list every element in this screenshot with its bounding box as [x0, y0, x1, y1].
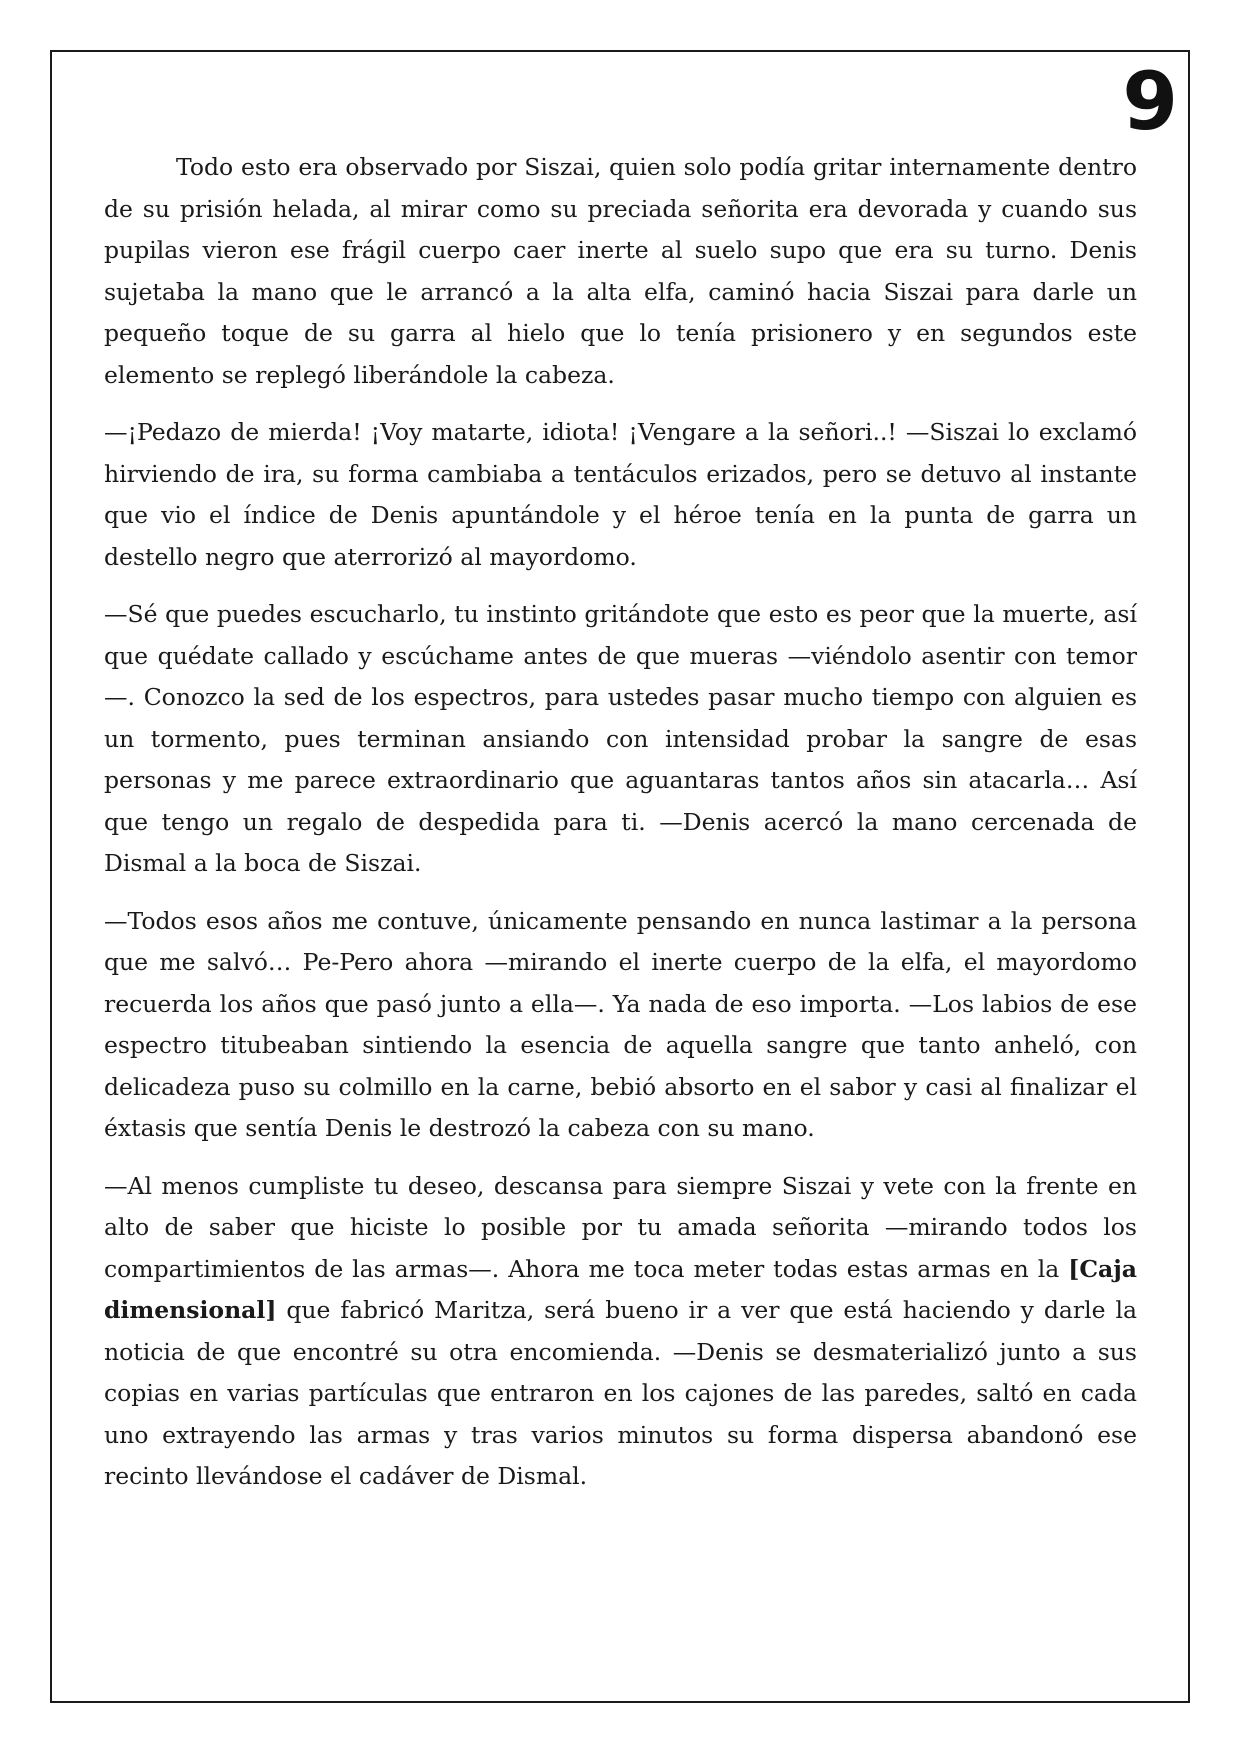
paragraph-5-part-1: —Al menos cumpliste tu deseo, descansa para siempre Siszai y vete con la frente en alto de saber que hiciste lo posible por tu amada señorita —mirando todos los compartimientos de las armas—. Ahora me toca meter todas estas armas en la [104, 1171, 1137, 1283]
paragraph-1: Todo esto era observado por Siszai, quien solo podía gritar internamente dentro de su prisión helada, al mirar como su preciada señorita era devorada y cuando sus pupilas vieron ese frágil cuerpo caer inerte al suelo supo que era su turno. Denis sujetaba la mano que le arrancó a la alta elfa, caminó hacia Siszai para darle un pequeño toque de su garra al hielo que lo tenía prisionero y en segundos este elemento se replegó liberándole la cabeza. [104, 153, 1137, 389]
paragraph-3: —Sé que puedes escucharlo, tu instinto gritándote que esto es peor que la muerte, así que quédate callado y escúchame antes de que mueras —viéndolo asentir con temor—. Conozco la sed de los espectros, para ustedes pasar mucho tiempo con alguien es un tormento, pues terminan ansiando con intensidad probar la sangre de esas personas y me parece extraordinario que aguantaras tantos años sin atacarla… Así que tengo un regalo de despedida para ti. —Denis acercó la mano cercenada de Dismal a la boca de Siszai. [104, 600, 1137, 877]
caja-dimensional-term: [Caja dimensional] [104, 1254, 1137, 1324]
paragraph-4: —Todos esos años me contuve, únicamente pensando en nunca lastimar a la persona que me salvó… Pe-Pero ahora —mirando el inerte cuerpo de la elfa, el mayordomo recuerda los años que pasó junto a ella—. Ya nada de eso importa. —Los labios de ese espectro titubeaban sintiendo la esencia de aquella sangre que tanto anheló, con delicadeza puso su colmillo en la carne, bebió absorto en el sabor y casi al finalizar el éxtasis que sentía Denis le destrozó la cabeza con su mano. [104, 906, 1137, 1142]
page-number: 9 [1122, 55, 1178, 148]
paragraph-2: —¡Pedazo de mierda! ¡Voy matarte, idiota! ¡Vengare a la señori..! —Siszai lo exclamó hirviendo de ira, su forma cambiaba a tentáculos erizados, pero se detuvo al instante que vio el índice de Denis apuntándole y el héroe tenía en la punta de garra un destello negro que aterrorizó al mayordomo. [104, 418, 1137, 571]
paragraph-5 [104, 1166, 1137, 1498]
paragraph-5-part-2: que fabricó Maritza, será bueno ir a ver que está haciendo y darle la noticia de que encontré su otra encomienda. —Denis se desmaterializó junto a sus copias en varias partículas que entraron en los cajones de las paredes, saltó en cada uno extrayendo las armas y tras varios minutos su forma dispersa abandonó ese recinto llevándose el cadáver de Dismal. [104, 1296, 1137, 1490]
page-body [104, 147, 1137, 1514]
